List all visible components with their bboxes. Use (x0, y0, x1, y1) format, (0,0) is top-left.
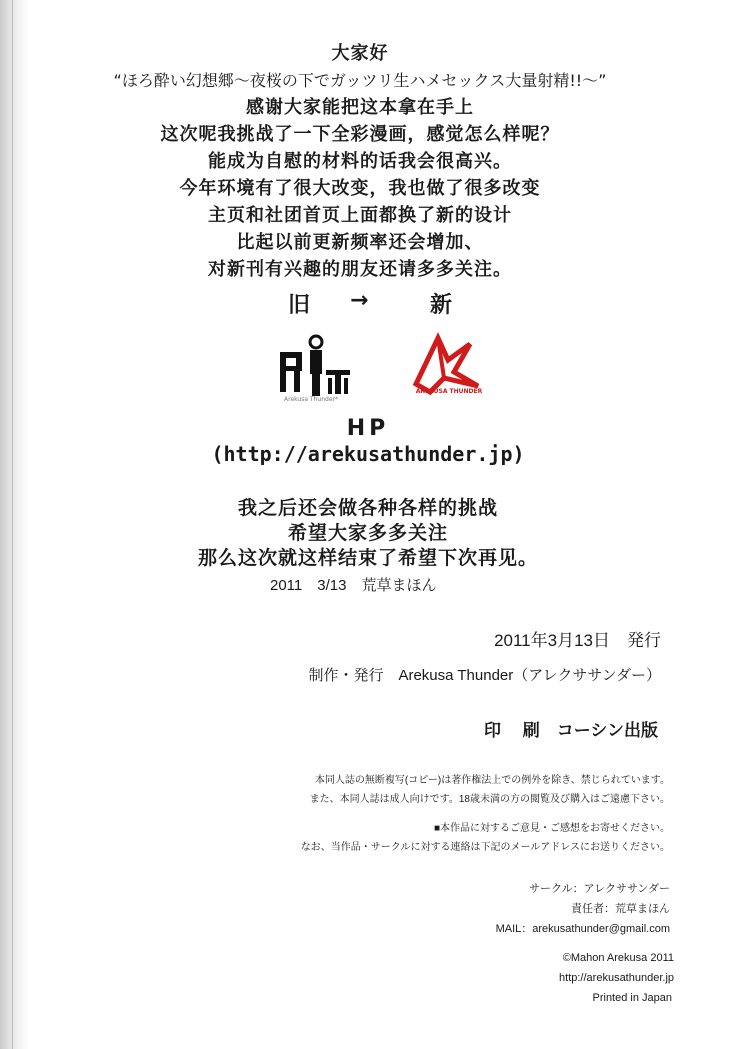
closing-line: 希望大家多多关注 (287, 522, 448, 544)
feedback-notice (301, 819, 670, 857)
circle-name: サークル：アレクササンダー (528, 883, 670, 895)
signoff: 2011 3/13 荒草まほん (270, 577, 437, 594)
homepage-title: HP (346, 416, 390, 441)
logo-change-row (0, 288, 736, 318)
copyright-notice (310, 771, 670, 809)
intro-line: 能成为自慰的材料的话我会很高兴。 (208, 151, 512, 172)
footer-url: http://arekusathunder.jp (559, 972, 674, 984)
responsible-person: 責任者：荒草まほん (571, 903, 670, 915)
intro-line: 比起以前更新频率还会增加、 (236, 232, 484, 253)
old-logo-caption: Arekusa Thunder* (284, 396, 338, 403)
publication-printer: 印 刷 コーシン出版 (484, 721, 658, 740)
closing-line: 那么这次就这样结束了希望下次再见。 (197, 547, 538, 569)
new-label: 新 (430, 293, 453, 318)
arrow-right-icon: → (350, 288, 369, 313)
notice-line: 本同人誌の無断複写(コピー)は著作権法上での例外を除き、禁じられています。 (314, 775, 670, 786)
credits-block (496, 879, 670, 939)
homepage-url: (http://arekusathunder.jp) (211, 442, 525, 466)
greeting: 大家好 (331, 43, 389, 64)
intro-line: 对新刊有兴趣的朋友还请多多关注。 (208, 259, 512, 280)
copyright-line: ©Mahon Arekusa 2011 (562, 952, 674, 964)
intro-line: 主页和社团首页上面都换了新的设计 (208, 205, 512, 226)
notice-line: ■本作品に対するご意見・ご感想をお寄せください。 (433, 823, 670, 834)
footer-block (559, 948, 674, 988)
intro-message (40, 40, 680, 283)
publication-maker: 制作・発行 Arekusa Thunder（アレクササンダー） (308, 667, 661, 684)
work-title: “ほろ酔い幻想郷〜夜桜の下でガッツリ生ハメセックス大量射精!!〜” (113, 71, 607, 90)
notice-line: また、本同人誌は成人向けです。18歳未満の方の閲覧及び購入はご遠慮下さい。 (309, 794, 670, 805)
intro-line: 今年环境有了很大改变，我也做了很多改变 (179, 178, 541, 199)
publication-date: 2011年3月13日 発行 (494, 631, 661, 650)
intro-line: 这次呢我挑战了一下全彩漫画，感觉怎么样呢？ (160, 124, 560, 145)
printed-in: Printed in Japan (592, 992, 672, 1004)
contact-mail: MAIL：arekusathunder@gmail.com (495, 923, 670, 935)
closing-line: 我之后还会做各种各样的挑战 (237, 497, 498, 519)
intro-line: 感谢大家能把这本拿在手上 (246, 97, 474, 118)
old-label: 旧 (288, 293, 311, 318)
notice-line: なお、当作品・サークルに対する連絡は下記のメールアドレスにお送りください。 (300, 842, 670, 853)
new-logo-caption: AREKUSA THUNDER (415, 388, 483, 395)
closing-message (0, 496, 736, 571)
